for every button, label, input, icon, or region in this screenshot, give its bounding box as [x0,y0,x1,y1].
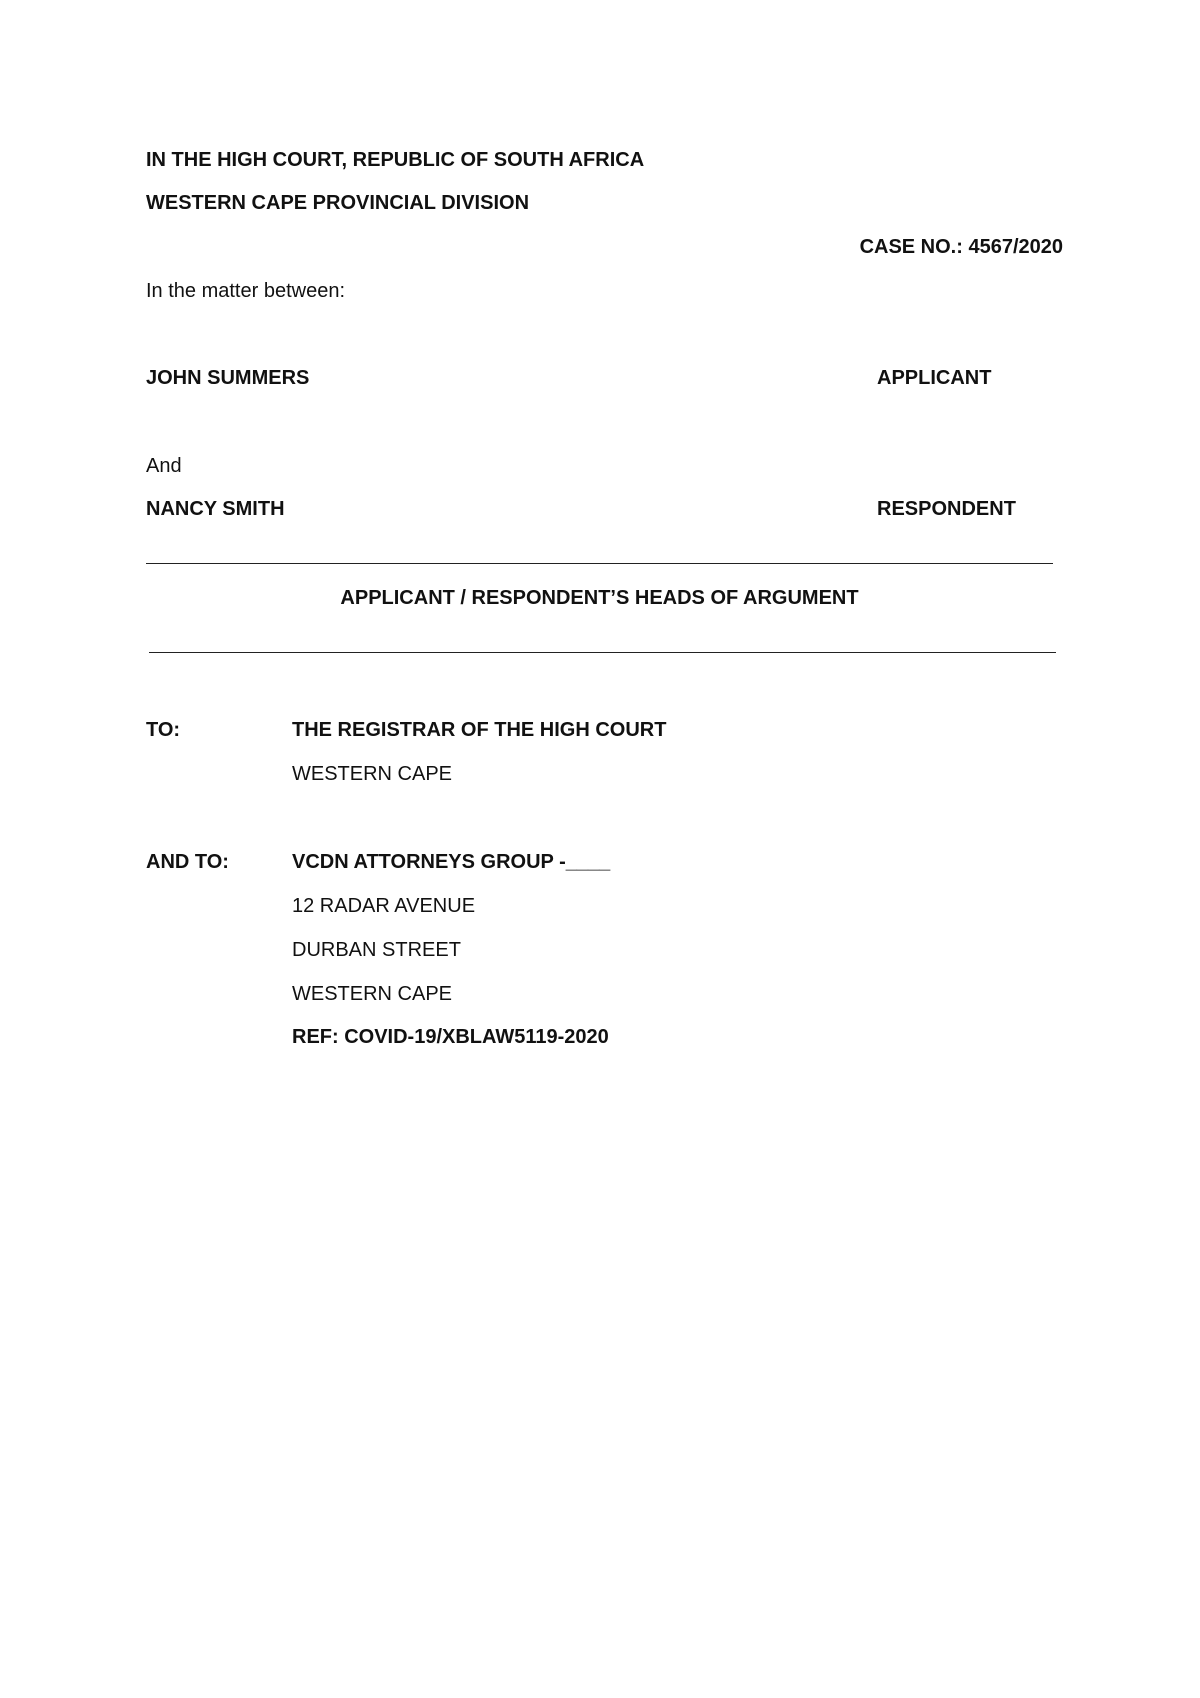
court-name: IN THE HIGH COURT, REPUBLIC OF SOUTH AFRICA [146,149,645,171]
respondent-role: RESPONDENT [877,498,1016,520]
and-to-label: AND TO: [146,851,229,873]
party-conjunction: And [146,455,182,477]
and-to-address-line: 12 RADAR AVENUE [292,895,476,917]
to-addressee-name: THE REGISTRAR OF THE HIGH COURT [292,719,667,741]
divider-top [146,563,1053,564]
case-number: CASE NO.: 4567/2020 [859,236,1063,258]
reference-number: REF: COVID-19/XBLAW5119-2020 [292,1026,609,1048]
respondent-name: NANCY SMITH [146,498,285,520]
document-title: APPLICANT / RESPONDENT’S HEADS OF ARGUMENT [340,587,859,609]
and-to-addressee-name: VCDN ATTORNEYS GROUP -____ [292,851,611,873]
to-label: TO: [146,719,181,741]
applicant-name: JOHN SUMMERS [146,367,310,389]
court-division: WESTERN CAPE PROVINCIAL DIVISION [146,192,530,214]
and-to-address-line: DURBAN STREET [292,939,461,961]
and-to-address-line: WESTERN CAPE [292,983,453,1005]
divider-bottom [149,652,1056,653]
applicant-role: APPLICANT [877,367,992,389]
to-address-line: WESTERN CAPE [292,763,453,785]
matter-intro: In the matter between: [146,280,346,302]
